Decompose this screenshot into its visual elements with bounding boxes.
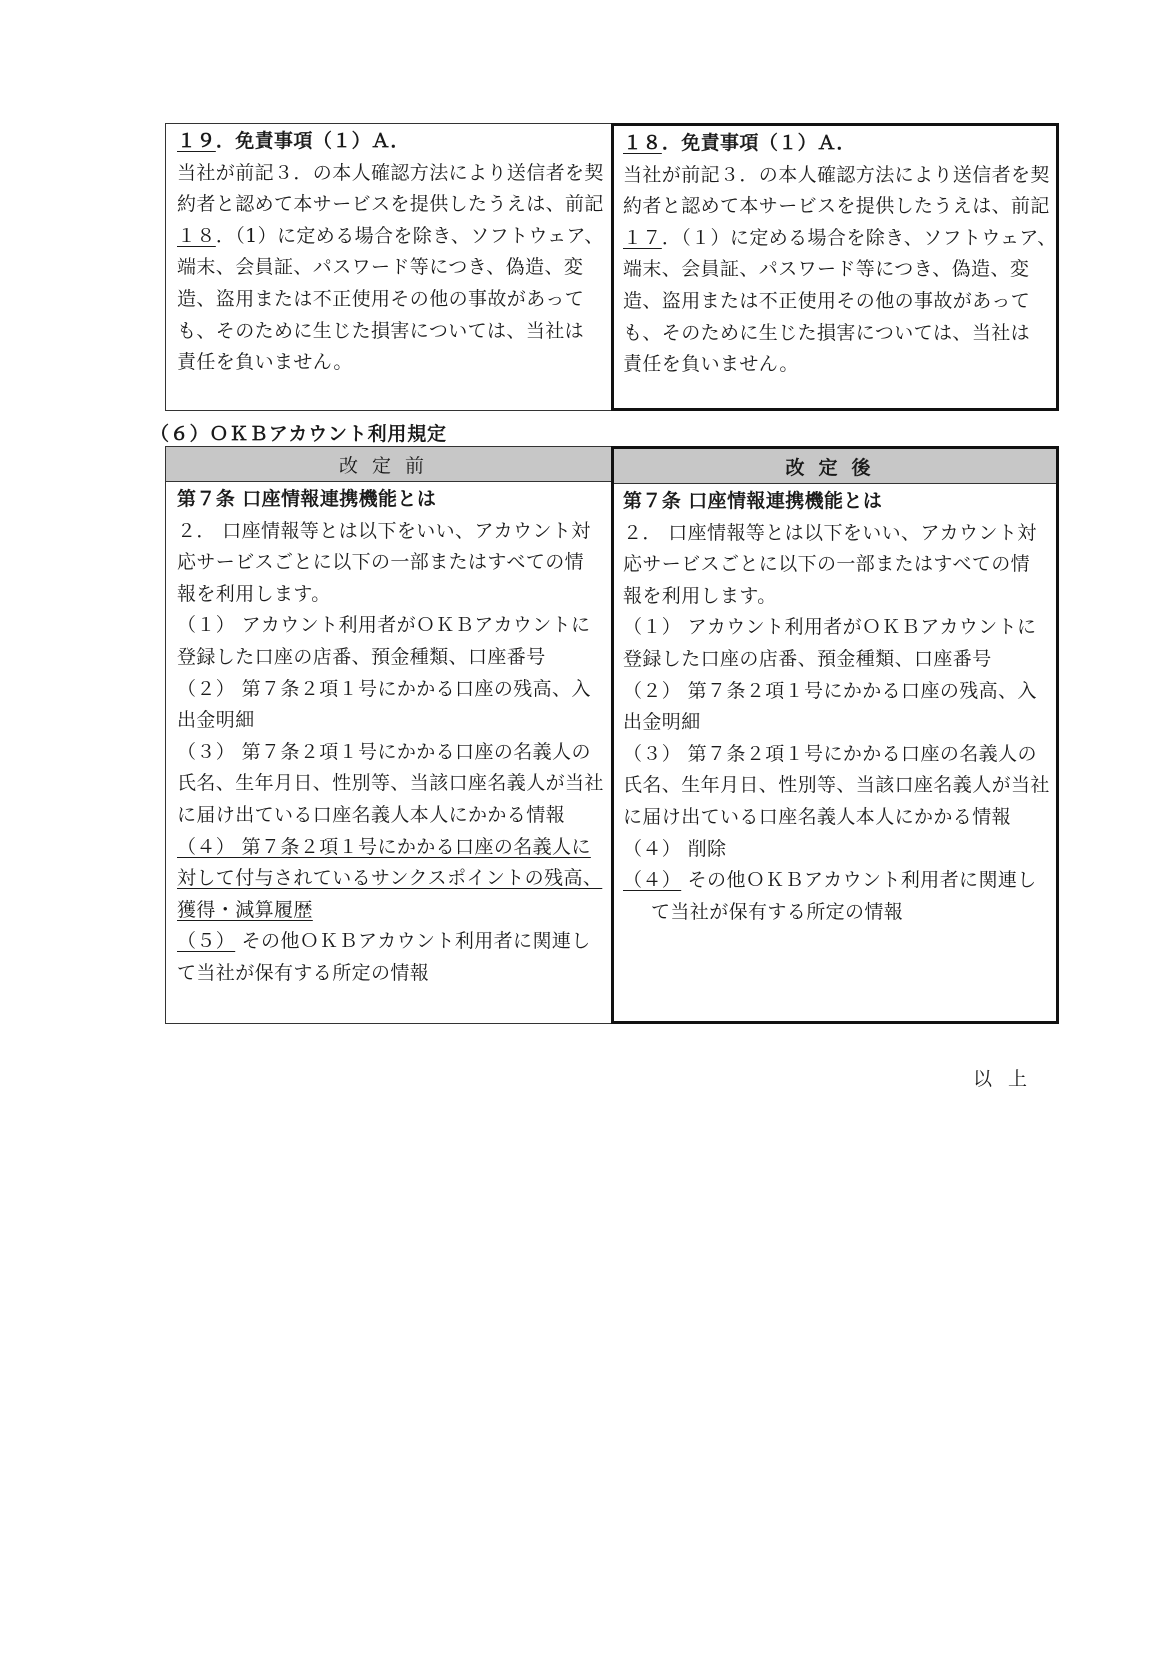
reference-number: １８: [177, 224, 216, 247]
text-line: 氏名、生年月日、性別等、当該口座名義人が当社: [623, 774, 1050, 797]
text-line: 責任を負いません。: [623, 353, 799, 376]
text-line: 登録した口座の店番、預金種類、口座番号: [177, 645, 546, 668]
deleted-text-line: 獲得・減算履歴: [177, 898, 313, 921]
text-line: 端末、会員証、パスワード等につき、偽造、変: [623, 258, 1030, 281]
text-line: （３） 第７条２項１号にかかる口座の名義人の: [177, 740, 591, 763]
article-title: ．免責事項（１）Ａ．: [215, 130, 410, 152]
text-line: 氏名、生年月日、性別等、当該口座名義人が当社: [177, 772, 604, 795]
article-title: ．免責事項（１）Ａ．: [661, 132, 856, 154]
item-number: （４）: [623, 869, 682, 892]
text-line: 造、盗用または不正使用その他の事故があって: [623, 289, 1031, 312]
text-line: （２） 第７条２項１号にかかる口座の残高、入: [177, 677, 591, 700]
text-line: 当社が前記３．の本人確認方法により送信者を契: [623, 163, 1050, 186]
text-line: 応サービスごとに以下の一部またはすべての情: [177, 551, 585, 574]
reference-text: ．（１）に定める場合を除き、ソフトウェア、: [661, 226, 1057, 249]
comparison-table-disclaimer: [165, 123, 1059, 411]
text-line: ２． 口座情報等とは以下をいい、アカウント対: [623, 521, 1037, 544]
closing-mark: 以上: [973, 1068, 1044, 1090]
deleted-text-line: 対して付与されているサンクスポイントの残高、: [177, 867, 603, 890]
text-line: （１） アカウント利用者がＯＫＢアカウントに: [623, 616, 1037, 639]
text-line: （３） 第７条２項１号にかかる口座の名義人の: [623, 742, 1037, 765]
before-column: [165, 123, 611, 411]
text-line: [177, 221, 604, 253]
reference-text: ．（1）に定める場合を除き、ソフトウェア、: [215, 224, 604, 247]
reference-number: １７: [623, 226, 662, 249]
text-line: 出金明細: [177, 709, 255, 732]
before-column: [165, 446, 611, 1024]
item-text: その他ＯＫＢアカウント利用者に関連し: [235, 930, 591, 953]
item-number: （５）: [177, 930, 236, 953]
text-line: ２． 口座情報等とは以下をいい、アカウント対: [177, 519, 591, 542]
article-number: １８: [623, 132, 662, 154]
after-cell: [614, 484, 1056, 928]
text-line: 約者と認めて本サービスを提供したうえは、前記: [623, 195, 1050, 218]
after-column: [611, 123, 1059, 411]
article-heading: [177, 126, 601, 158]
text-line: 出金明細: [623, 711, 701, 734]
article-heading: 第７条 口座情報連携機能とは: [623, 490, 883, 512]
text-line: も、そのために生じた損害については、当社は: [177, 319, 585, 342]
text-line: て当社が保有する所定の情報: [651, 900, 904, 923]
text-line: 造、盗用または不正使用その他の事故があって: [177, 287, 585, 310]
text-line: 端末、会員証、パスワード等につき、偽造、変: [177, 256, 584, 279]
after-column: [611, 446, 1059, 1024]
before-cell: [166, 482, 611, 990]
text-line: 当社が前記３．の本人確認方法により送信者を契: [177, 161, 604, 184]
after-cell: [614, 126, 1056, 381]
text-line: に届け出ている口座名義人本人にかかる情報: [623, 805, 1012, 828]
text-line: 登録した口座の店番、預金種類、口座番号: [623, 647, 992, 670]
text-line: て当社が保有する所定の情報: [177, 961, 430, 984]
text-line: [623, 223, 1057, 255]
deleted-text-line: （４） 第７条２項１号にかかる口座の名義人に: [177, 835, 591, 858]
text-line: に届け出ている口座名義人本人にかかる情報: [177, 803, 566, 826]
text-line: [177, 926, 601, 958]
text-line: 報を利用します。: [177, 582, 331, 605]
text-line: （２） 第７条２項１号にかかる口座の残高、入: [623, 679, 1037, 702]
text-line: 報を利用します。: [623, 584, 777, 607]
article-number: １９: [177, 130, 216, 152]
article-heading: 第７条 口座情報連携機能とは: [177, 488, 437, 510]
text-line: [623, 865, 1046, 897]
text-line: も、そのために生じた損害については、当社は: [623, 321, 1031, 344]
before-cell: [166, 124, 611, 379]
section-title: （６）ＯＫＢアカウント利用規定: [150, 423, 447, 445]
text-line: 応サービスごとに以下の一部またはすべての情: [623, 553, 1031, 576]
text-line: （４） 削除: [623, 837, 727, 860]
text-line: 約者と認めて本サービスを提供したうえは、前記: [177, 193, 604, 216]
header-after: 改定後: [614, 449, 1056, 484]
text-line: 責任を負いません。: [177, 351, 353, 374]
item-text: その他ＯＫＢアカウント利用者に関連し: [681, 869, 1037, 892]
text-line: （１） アカウント利用者がＯＫＢアカウントに: [177, 614, 591, 637]
comparison-table-okb-account: [165, 446, 1059, 1024]
header-before: 改定前: [166, 447, 611, 482]
article-heading: [623, 128, 1046, 160]
